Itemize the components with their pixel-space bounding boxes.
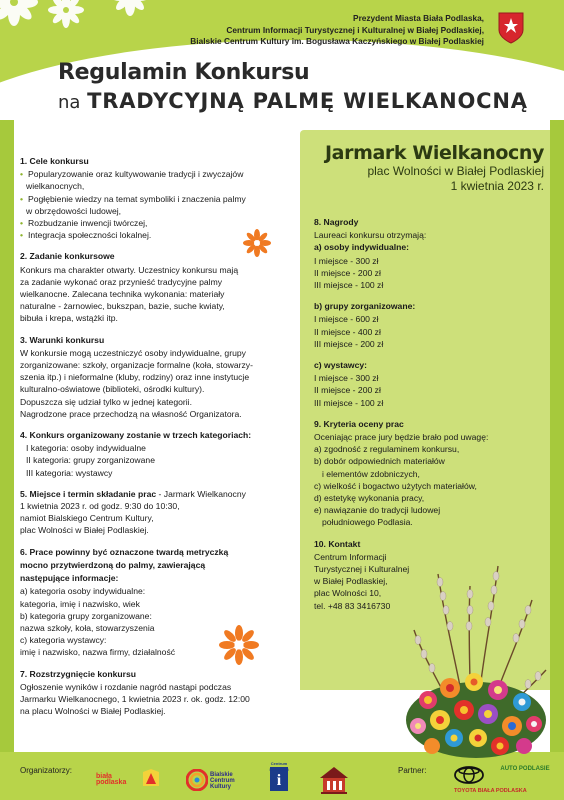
bck-logo-mark bbox=[186, 769, 208, 791]
section-heading: 3. Warunki konkursu bbox=[20, 334, 105, 345]
text-line: Jarmarku Wielkanocnego, 1 kwietnia 2023 r. ok. godz. 12:00 bbox=[20, 693, 250, 704]
organizer-line: Prezydent Miasta Biała Podlaska, bbox=[353, 13, 484, 23]
text-line: Centrum Informacji bbox=[314, 551, 387, 562]
text-line: b) kategoria grupy zorganizowane: bbox=[20, 610, 152, 621]
section-zadanie bbox=[20, 250, 300, 324]
text-line: i elementów zdobniczych, bbox=[322, 468, 420, 479]
section-warunki bbox=[20, 334, 300, 420]
info-centre-text: Centrum Informacji bbox=[269, 761, 289, 772]
text-line: Laureaci konkursu otrzymają: bbox=[314, 230, 427, 241]
city-crest-icon bbox=[498, 12, 524, 44]
biala-podlaska-logo-mark bbox=[142, 768, 160, 790]
text-line: e) nawiązanie do tradycji ludowej bbox=[314, 505, 441, 516]
biala-podlaska-logo bbox=[96, 764, 160, 794]
title-palma-text: TRADYCYJNĄ PALMĘ WIELKANOCNĄ bbox=[87, 89, 528, 113]
info-centre-logo bbox=[262, 762, 296, 798]
organizer-line: Centrum Informacji Turystycznej i Kulturalnej w Białej Podlaskiej, bbox=[226, 24, 484, 35]
text-line: na placu Wolności w Białej Podlaskiej. bbox=[20, 706, 166, 717]
prize-line: III miejsce - 100 zł bbox=[314, 280, 384, 291]
organizers-label: Organizatorzy: bbox=[20, 766, 73, 775]
text-line: III kategoria: wystawcy bbox=[26, 467, 113, 478]
jarmark-place: plac Wolności w Białej Podlaskiej bbox=[367, 164, 544, 178]
text-line: zorganizowane: szkoły, organizacje formalne (koła, stowarzy- bbox=[20, 360, 253, 371]
text-line: szenia itp.) i nieformalne (kluby, rodziny) oraz inne instytucje bbox=[20, 372, 250, 383]
list-item: • Integracja społeczności lokalnej. bbox=[20, 229, 300, 241]
text-line: II kategoria: grupy zorganizowane bbox=[26, 455, 155, 466]
partner2-logo-text: AUTO PODLASIE bbox=[500, 766, 550, 772]
text-line: Dopuszcza się udział tylko w jednej kategorii. bbox=[20, 396, 192, 407]
text-line: W konkursie mogą uczestniczyć osoby indywidualne, grupy bbox=[20, 347, 246, 358]
text-line: c) wielkość i bogactwo użytych materiałów, bbox=[314, 480, 477, 491]
section-heading-bold: 5. Miejsce i termin składanie prac bbox=[20, 488, 157, 499]
section-heading: 10. Kontakt bbox=[314, 538, 361, 549]
biala-podlaska-logo-text: biała podlaska bbox=[96, 773, 127, 786]
jarmark-header bbox=[300, 142, 550, 194]
text-line: kategoria, imię i nazwisko, wiek bbox=[20, 598, 140, 609]
text-line: nazwa szkoły, koła, stowarzyszenia bbox=[20, 622, 155, 633]
text-line: plac Wolności w Białej Podlaskiej. bbox=[20, 525, 149, 536]
title-palma bbox=[58, 89, 528, 113]
decorative-flowers bbox=[0, 0, 150, 60]
text-line: w Białej Podlaskiej, bbox=[314, 576, 388, 587]
text-line: Turystycznej i Kulturalnej bbox=[314, 564, 410, 575]
text-line: Oceniając prace jury będzie brało pod uwagę: bbox=[314, 432, 489, 443]
prize-line: I miejsce - 300 zł bbox=[314, 373, 379, 384]
text-line: d) estetykę wykonania pracy, bbox=[314, 493, 425, 504]
section-heading: 7. Rozstrzygnięcie konkursu bbox=[20, 668, 137, 679]
section-cele bbox=[20, 155, 300, 241]
text-line: b) dobór odpowiednich materiałów bbox=[314, 456, 445, 467]
section-heading: 9. Kryteria oceny prac bbox=[314, 418, 404, 429]
text-line: a) kategoria osoby indywidualne: bbox=[20, 586, 146, 597]
section-heading: 6. Prace powinny być oznaczone twardą metryczką bbox=[20, 546, 229, 557]
section-kategorie bbox=[20, 429, 300, 479]
easter-palm-bouquet-image bbox=[398, 560, 554, 760]
section-rozstrzygniecie bbox=[20, 668, 300, 718]
section-heading: 1. Cele konkursu bbox=[20, 156, 89, 166]
section-heading: następujące informacje: bbox=[20, 573, 119, 584]
text-line: 1 kwietnia 2023 r. od godz. 9:30 do 10:30, bbox=[20, 501, 180, 512]
text-line: naturalne - żarnowiec, bukszpan, bazie, suche kwiaty, bbox=[20, 301, 225, 312]
toyota-logo-text: TOYOTA BIAŁA PODLASKA bbox=[454, 788, 527, 794]
jarmark-date: 1 kwietnia 2023 r. bbox=[450, 179, 544, 193]
text-line: bibuła i krepa, wstążki itp. bbox=[20, 313, 118, 324]
text-line: c) kategoria wystawcy: bbox=[20, 635, 107, 646]
partner-label: Partner: bbox=[398, 766, 427, 775]
prize-line: I miejsce - 600 zł bbox=[314, 314, 379, 325]
jarmark-title: Jarmark Wielkanocny bbox=[325, 142, 544, 164]
title-regulamin: Regulamin Konkursu bbox=[58, 60, 310, 85]
text-line: Konkurs ma charakter otwarty. Uczestnicy konkursu mają bbox=[20, 264, 239, 275]
bck-logo-text: Bialskie Centrum Kultury bbox=[210, 772, 235, 790]
text-line: Nagrodzone prace przechodzą na własność Organizatora. bbox=[20, 408, 242, 419]
bck-logo bbox=[186, 764, 246, 796]
left-column bbox=[20, 155, 300, 726]
text-line: a) zgodność z regulaminem konkursu, bbox=[314, 444, 460, 455]
section-heading bbox=[20, 488, 300, 500]
text-line: Ogłoszenie wyników i rozdanie nagród nastąpi podczas bbox=[20, 681, 232, 692]
section-heading: 4. Konkurs organizowany zostanie w trzech kategoriach: bbox=[20, 430, 252, 441]
section-nagrody bbox=[314, 216, 550, 409]
text-line: tel. +48 83 3416730 bbox=[314, 600, 391, 611]
section-heading: 8. Nagrody bbox=[314, 217, 359, 227]
prize-line: III miejsce - 200 zł bbox=[314, 338, 384, 349]
title-na: na bbox=[58, 92, 81, 113]
left-green-band bbox=[0, 120, 14, 760]
section-miejsce bbox=[20, 488, 300, 537]
prize-line: II miejsce - 400 zł bbox=[314, 326, 381, 337]
svg-text:i: i bbox=[276, 772, 282, 789]
subheading: b) grupy zorganizowane: bbox=[314, 301, 416, 312]
text-line: południowego Podlasia. bbox=[322, 517, 413, 528]
list-item: • Popularyzowanie oraz kultywowanie tradycji i zwyczajów bbox=[20, 168, 300, 180]
text-line: plac Wolności 10, bbox=[314, 588, 382, 599]
text-line: wielkanocne. Zalecana technika wykonania: materiały bbox=[20, 289, 225, 300]
footer bbox=[0, 760, 564, 800]
list-item: w obrzędowości ludowej, bbox=[26, 205, 122, 216]
subheading: a) osoby indywidualne: bbox=[314, 242, 410, 253]
section-metryczka bbox=[20, 546, 300, 659]
text-line: namiot Bialskiego Centrum Kultury, bbox=[20, 513, 154, 524]
prize-line: II miejsce - 200 zł bbox=[314, 267, 381, 278]
prize-line: II miejsce - 200 zł bbox=[314, 385, 381, 396]
text-line: za zadanie wykonać oraz przynieść tradycyjne palmy bbox=[20, 276, 223, 287]
museum-building-icon bbox=[318, 764, 350, 796]
subheading: c) wystawcy: bbox=[314, 360, 368, 371]
list-item: wielkanocnych, bbox=[26, 181, 85, 192]
toyota-logo-icon bbox=[454, 766, 484, 784]
list-item: • Rozbudzanie inwencji twórczej, bbox=[20, 217, 300, 229]
organizers-text bbox=[190, 13, 484, 48]
list-item: • Pogłębienie wiedzy na temat symboliki i znaczenia palmy bbox=[20, 193, 300, 205]
section-heading: 2. Zadanie konkursowe bbox=[20, 251, 115, 262]
text-line: kulturalno-oświatowe (biblioteki, ośrodki kultury). bbox=[20, 384, 205, 395]
organizer-line: Bialskie Centrum Kultury im. Bogusława Kaczyńskiego w Białej Podlaskiej bbox=[190, 36, 484, 46]
prize-line: I miejsce - 300 zł bbox=[314, 255, 379, 266]
section-heading: mocno przytwierdzoną do palmy, zawierającą bbox=[20, 559, 206, 570]
text-line: I kategoria: osoby indywidualne bbox=[26, 443, 146, 454]
section-heading-rest: - Jarmark Wielkanocny bbox=[156, 488, 246, 499]
prize-line: III miejsce - 100 zł bbox=[314, 397, 384, 408]
partner-logos bbox=[450, 762, 554, 798]
text-line: imię i nazwisko, nazwa firmy, działalność bbox=[20, 647, 176, 658]
section-kryteria bbox=[314, 418, 550, 529]
